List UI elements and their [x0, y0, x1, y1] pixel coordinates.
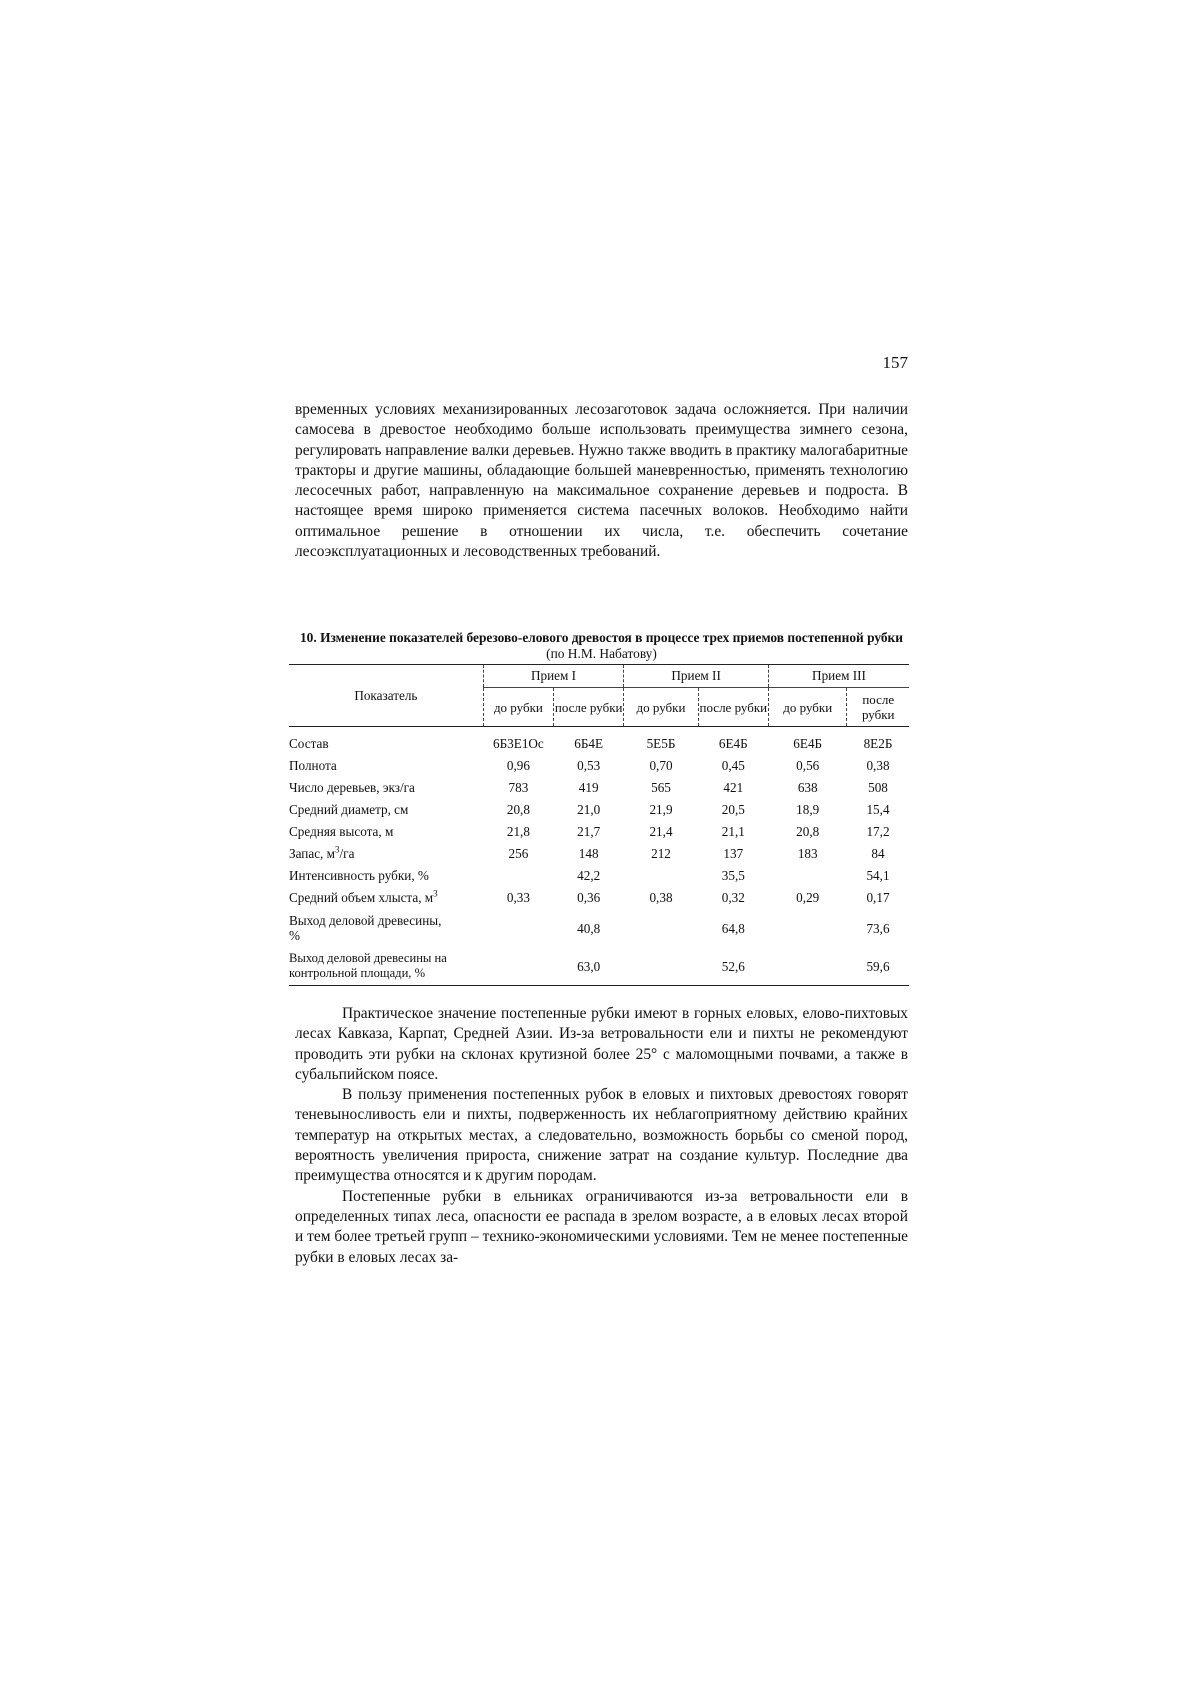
table-cell: 212 — [651, 846, 671, 861]
table-cell: 21,7 — [577, 824, 601, 839]
paragraph-4: Постепенные рубки в ельниках ограничиваются из-за ветровальности ели в определенных типах леса, опасности ее распада в зрелом возрасте, а в еловых лесах второй и тем более третьей групп – технико-экономическими условиями. Тем не менее постепенные рубки в еловых лесах за- — [295, 1187, 908, 1266]
header-label: Показатель — [289, 665, 483, 727]
table-cell: 21,9 — [649, 802, 673, 817]
table-cell: 42,2 — [577, 868, 601, 883]
paragraph-3: В пользу применения постепенных рубок в еловых и пихтовых древостоях говорят теневыносливость ели и пихты, подверженность их неблагоприятному действию крайних температур на открытых местах, а следовательно, возможность борьбы со сменой пород, вероятность увеличения прироста, снижение затрат на создание культур. Последние два преимущества относятся и к другим породам. — [295, 1086, 908, 1185]
table-cell: 0,53 — [577, 758, 601, 773]
table-row — [289, 777, 909, 799]
table-cell: 783 — [508, 780, 529, 795]
subheader-cell: после рубки — [698, 688, 768, 727]
table-cell: 18,9 — [796, 802, 820, 817]
row-label-main: Запас, м — [289, 846, 335, 861]
row-label-main: Средний объем хлыста, м — [289, 890, 434, 905]
table-cell: 6Е4Б — [718, 736, 748, 751]
table-cell: 0,38 — [649, 890, 673, 905]
row-label: Состав — [289, 736, 329, 751]
table-cell — [768, 865, 847, 887]
table-cell — [483, 947, 553, 986]
table-cell — [624, 947, 698, 986]
table-cell: 0,32 — [721, 890, 745, 905]
table-cell: 21,4 — [649, 824, 673, 839]
table-cell — [768, 909, 847, 947]
table-cell: 54,1 — [866, 868, 890, 883]
table-cell: 137 — [723, 846, 744, 861]
row-label: Число деревьев, экз/га — [289, 780, 415, 795]
paragraph-1-text: временных условиях механизированных лесозаготовок задача осложняется. При наличии самосева в древостое необходимо больше использовать преимущества зимнего сезона, регулировать направление валки деревьев. Нужно также вводить в практику малогабаритные тракторы и другие машины, обладающие большей маневренностью, применять технологию лесосечных работ, направленную на максимальное сохранение деревьев и подроста. В настоящее время широко применяется система пасечных волоков. Необходимо найти оптимальное решение в отношении их числа, т.е. обеспечить сочетание лесоэксплуатационных и лесоводственных требований. — [295, 401, 908, 561]
table-cell: 6Е4Б — [793, 736, 823, 751]
header-group-1: Прием I — [483, 665, 624, 688]
table-row — [289, 755, 909, 777]
table-row — [289, 843, 909, 865]
table-cell: 6Б4Е — [574, 736, 604, 751]
table-row — [289, 865, 909, 887]
table-cell: 21,0 — [577, 802, 601, 817]
header-group-2: Прием II — [624, 665, 769, 688]
table-cell — [624, 909, 698, 947]
table-cell: 0,33 — [506, 890, 530, 905]
table-cell: 8Е2Б — [863, 736, 893, 751]
table-cell: 0,29 — [796, 890, 820, 905]
table-cell: 15,4 — [866, 802, 890, 817]
row-label — [289, 887, 483, 909]
table-cell: 148 — [578, 846, 599, 861]
table-row — [289, 821, 909, 843]
table-cell: 20,8 — [506, 802, 530, 817]
row-label: Полнота — [289, 758, 337, 773]
table-cell: 20,5 — [721, 802, 745, 817]
table-cell: 21,8 — [506, 824, 530, 839]
row-label: Выход деловой древесины, % — [289, 913, 442, 943]
table-row — [289, 727, 909, 756]
table-cell — [483, 865, 553, 887]
row-label: Интенсивность рубки, % — [289, 868, 429, 883]
table-cell: 6Б3Е1Ос — [493, 736, 544, 751]
table-cell: 59,6 — [847, 947, 909, 986]
table-cell: 52,6 — [698, 947, 768, 986]
row-label-tail: /га — [339, 846, 355, 861]
table-cell: 63,0 — [554, 947, 624, 986]
table-caption — [295, 630, 908, 662]
table-cell: 17,2 — [866, 824, 890, 839]
table-cell: 256 — [508, 846, 529, 861]
data-table — [289, 664, 909, 986]
subheader-cell: после рубки — [554, 688, 624, 727]
row-label: Средняя высота, м — [289, 824, 394, 839]
row-label: Средний диаметр, см — [289, 802, 409, 817]
table-cell: 0,56 — [796, 758, 820, 773]
table-cell: 0,70 — [649, 758, 673, 773]
row-label-sup: 3 — [433, 888, 438, 899]
table-cell: 20,8 — [796, 824, 820, 839]
subheader-cell: до рубки — [483, 688, 553, 727]
table-cell: 64,8 — [721, 920, 745, 936]
table-row — [289, 887, 909, 909]
table-row — [289, 799, 909, 821]
row-label — [289, 843, 483, 865]
table-caption-title: 10. Изменение показателей березово-елового древостоя в процессе трех приемов постепенной рубки — [299, 630, 903, 645]
body-text — [295, 1004, 908, 1268]
page-number: 157 — [882, 353, 908, 372]
table-cell: 40,8 — [577, 920, 601, 936]
subheader-cell: до рубки — [768, 688, 847, 727]
table-cell: 421 — [723, 780, 744, 795]
paragraph-2: Практическое значение постепенные рубки имеют в горных еловых, елово-пихтовых лесах Кавказа, Карпат, Средней Азии. Из-за ветровальности ели и пихты не рекомендуют проводить эти рубки на склонах крутизной более 25° с маломощными почвами, а также в субальпийском поясе. — [295, 1005, 908, 1083]
table-cell: 508 — [868, 780, 888, 795]
subheader-cell: после рубки — [847, 688, 909, 727]
table-cell: 73,6 — [866, 920, 890, 936]
table-cell: 183 — [797, 846, 818, 861]
table-cell — [483, 909, 553, 947]
table-cell: 0,38 — [866, 758, 890, 773]
table-cell: 0,17 — [866, 890, 890, 905]
table-cell — [768, 947, 847, 986]
table-cell: 638 — [797, 780, 818, 795]
subheader-cell: до рубки — [624, 688, 698, 727]
table-cell: 565 — [651, 780, 671, 795]
row-label: Выход деловой древесины на контрольной площади, % — [289, 947, 483, 986]
table-cell: 5Е5Б — [646, 736, 676, 751]
table-cell: 0,96 — [506, 758, 530, 773]
header-group-3: Прием III — [768, 665, 909, 688]
row-label-sup: 3 — [335, 844, 340, 855]
table-cell: 0,45 — [721, 758, 745, 773]
table-cell: 35,5 — [721, 868, 745, 883]
table-cell — [624, 865, 698, 887]
table-cell: 419 — [578, 780, 599, 795]
table-cell: 0,36 — [577, 890, 601, 905]
table-caption-source: (по Н.М. Набатову) — [546, 646, 657, 661]
table-row — [289, 947, 909, 986]
table-row — [289, 909, 909, 947]
table-cell: 21,1 — [721, 824, 745, 839]
table-cell: 84 — [871, 846, 885, 861]
paragraph-1 — [295, 400, 908, 562]
table-header-row — [289, 665, 909, 688]
